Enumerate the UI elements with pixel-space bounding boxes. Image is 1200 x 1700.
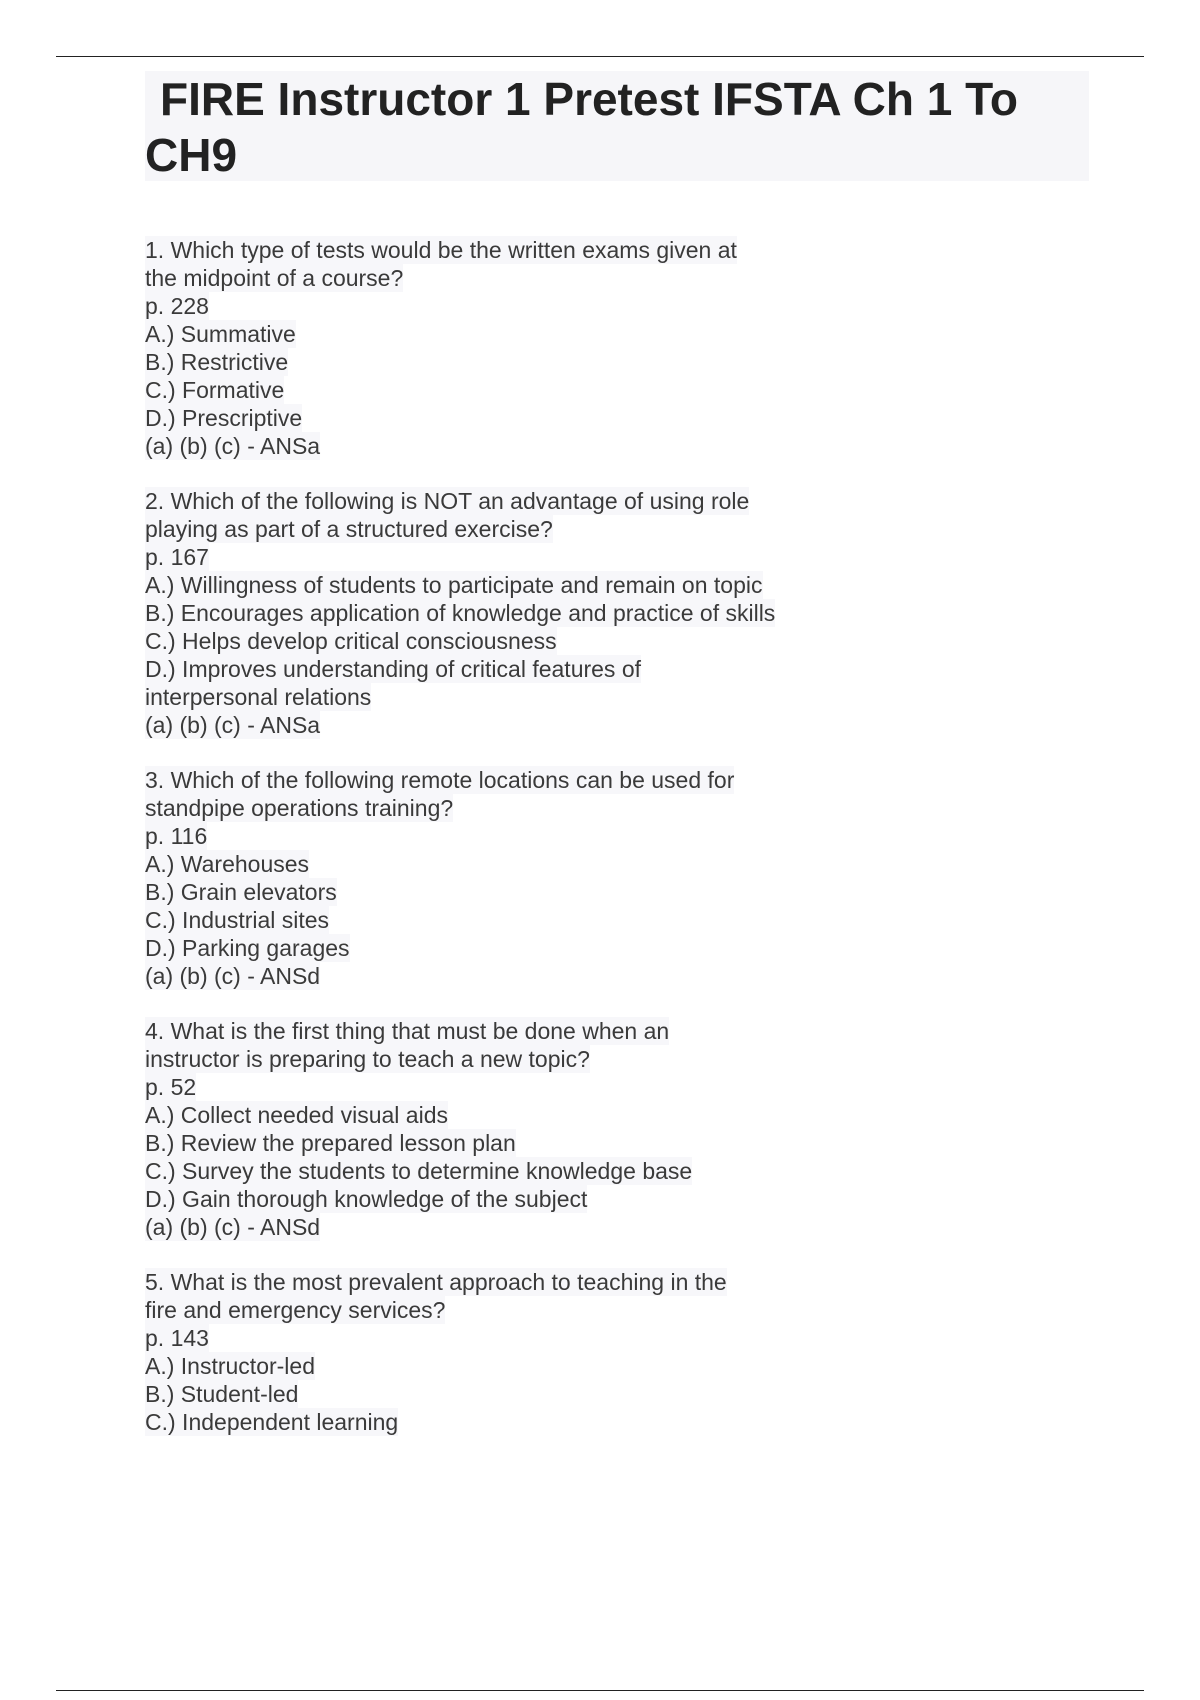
bottom-rule	[56, 1690, 1144, 1691]
question-prompt-line: 4. What is the first thing that must be done when an	[145, 1018, 670, 1044]
answer-option: C.) Independent learning	[145, 1409, 399, 1435]
answer-option: B.) Review the prepared lesson plan	[145, 1130, 516, 1156]
question-prompt-line: 5. What is the most prevalent approach to teaching in the	[145, 1269, 727, 1295]
question-4	[145, 1017, 945, 1241]
question-prompt-line: playing as part of a structured exercise?	[145, 516, 553, 542]
question-prompt-line: instructor is preparing to teach a new topic?	[145, 1046, 590, 1072]
question-prompt-line: 3. Which of the following remote locations can be used for	[145, 767, 735, 793]
question-prompt-line: standpipe operations training?	[145, 795, 454, 821]
answer-option: D.) Parking garages	[145, 935, 350, 961]
question-prompt-line: fire and emergency services?	[145, 1297, 446, 1323]
answer-option: B.) Restrictive	[145, 349, 289, 375]
answer-key: (a) (b) (c) - ANSa	[145, 433, 321, 459]
document-title: FIRE Instructor 1 Pretest IFSTA Ch 1 To CH9	[145, 71, 1089, 181]
answer-option: A.) Willingness of students to participate and remain on topic	[145, 572, 763, 598]
answer-option: B.) Grain elevators	[145, 879, 337, 905]
answer-option-continuation: interpersonal relations	[145, 684, 372, 710]
page-reference: p. 116	[145, 823, 208, 849]
answer-option: D.) Gain thorough knowledge of the subject	[145, 1186, 588, 1212]
answer-key: (a) (b) (c) - ANSd	[145, 1214, 321, 1240]
answer-option: D.) Prescriptive	[145, 405, 303, 431]
answer-option: C.) Industrial sites	[145, 907, 330, 933]
question-prompt-line: 1. Which type of tests would be the written exams given at	[145, 237, 737, 263]
question-prompt-line: the midpoint of a course?	[145, 265, 404, 291]
question-5	[145, 1268, 945, 1436]
page-reference: p. 167	[145, 544, 209, 570]
answer-option: C.) Formative	[145, 377, 285, 403]
answer-option: A.) Collect needed visual aids	[145, 1102, 448, 1128]
question-1	[145, 236, 945, 460]
answer-option: B.) Encourages application of knowledge and practice of skills	[145, 600, 776, 626]
top-rule	[56, 56, 1144, 57]
question-prompt-line: 2. Which of the following is NOT an advantage of using role	[145, 488, 750, 514]
answer-key: (a) (b) (c) - ANSd	[145, 963, 321, 989]
answer-option: C.) Helps develop critical consciousness	[145, 628, 557, 654]
answer-key: (a) (b) (c) - ANSa	[145, 712, 321, 738]
page-reference: p. 228	[145, 293, 209, 319]
answer-option: A.) Instructor-led	[145, 1353, 315, 1379]
answer-option: C.) Survey the students to determine knowledge base	[145, 1158, 693, 1184]
question-list	[145, 236, 945, 1463]
answer-option: A.) Summative	[145, 321, 296, 347]
answer-option: B.) Student-led	[145, 1381, 299, 1407]
page-reference: p. 52	[145, 1074, 197, 1100]
answer-option: D.) Improves understanding of critical features of	[145, 656, 642, 682]
answer-option: A.) Warehouses	[145, 851, 310, 877]
question-3	[145, 766, 945, 990]
question-2	[145, 487, 945, 739]
page-reference: p. 143	[145, 1325, 209, 1351]
